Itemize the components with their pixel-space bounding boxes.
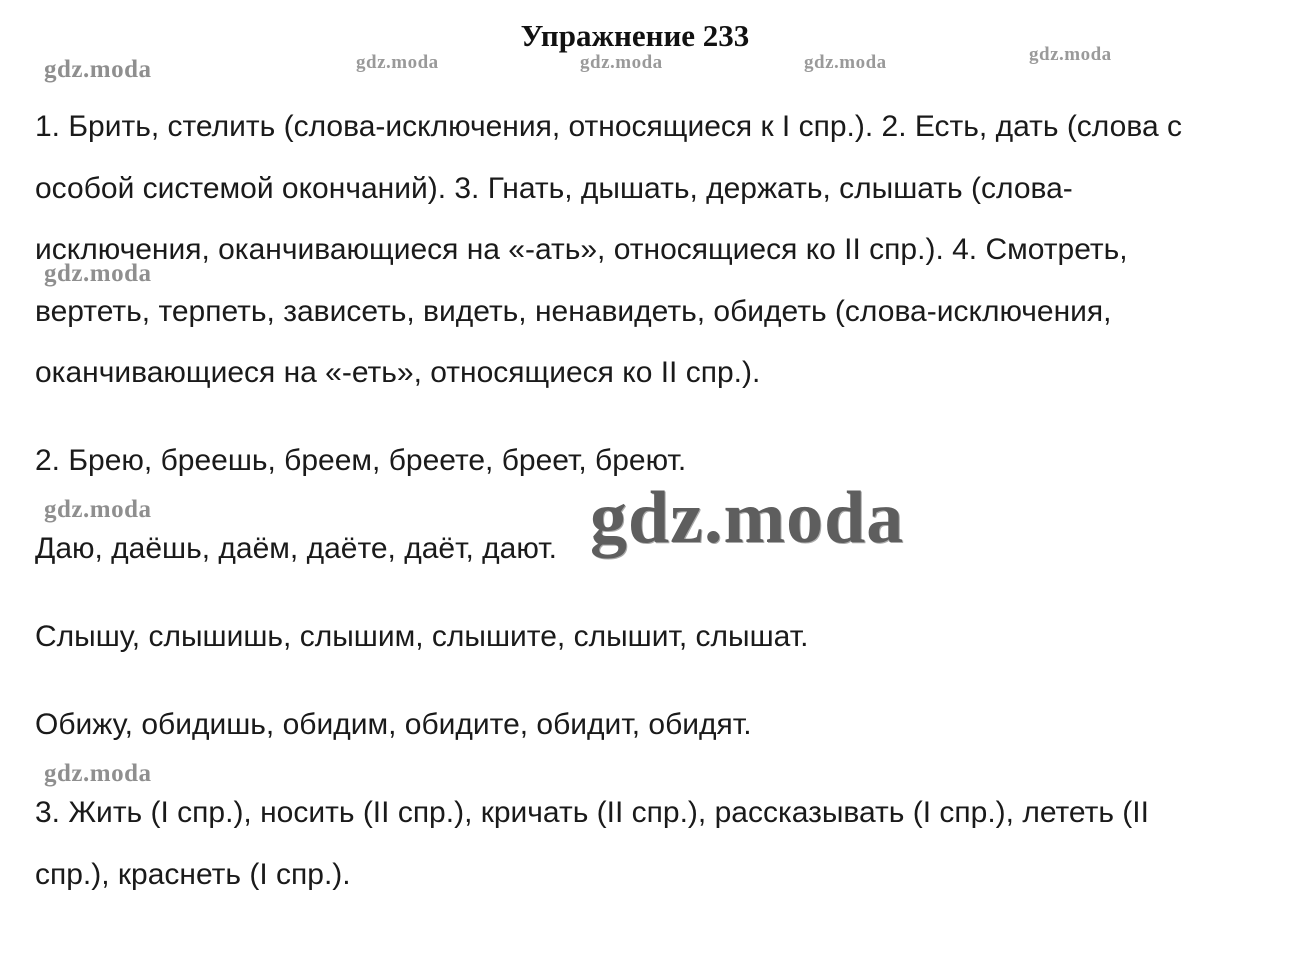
- answer-paragraph-3: Даю, даёшь, даём, даёте, даёт, дают.: [35, 532, 557, 565]
- exercise-title: Упражнение 233: [520, 18, 750, 53]
- watermark: gdz.moda: [44, 260, 152, 287]
- watermark-large: gdz.moda: [590, 477, 905, 559]
- answer-paragraph-1: 1. Брить, стелить (слова-исключения, относящиеся к I спр.). 2. Есть, дать (слова с особой системой окончаний). 3. Гнать, дышать, держать, слышать (слова-исключения, оканчивающиеся на «-ать», относящиеся ко II спр.). 4. Смотреть, вертеть, терпеть, зависеть, видеть, ненавидеть, обидеть (слова-исключения, оканчивающиеся на «-еть», относящиеся ко II спр.).: [35, 110, 1182, 389]
- answer-paragraph-6: 3. Жить (I спр.), носить (II спр.), кричать (II спр.), рассказывать (I спр.), лететь (II спр.), краснеть (I спр.).: [35, 796, 1149, 891]
- answer-paragraph-2: 2. Брею, бреешь, бреем, бреете, бреет, бреют.: [35, 444, 687, 477]
- watermark: gdz.moda: [356, 52, 439, 73]
- watermark: gdz.moda: [44, 760, 152, 787]
- answer-paragraph-5: Обижу, обидишь, обидим, обидите, обидит, обидят.: [35, 708, 752, 741]
- watermark: gdz.moda: [1029, 44, 1112, 65]
- watermark: gdz.moda: [580, 52, 663, 73]
- watermark: gdz.moda: [804, 52, 887, 73]
- answer-paragraph-4: Слышу, слышишь, слышим, слышите, слышит, слышат.: [35, 620, 809, 653]
- watermark: gdz.moda: [44, 496, 152, 523]
- watermark: gdz.moda: [44, 56, 152, 83]
